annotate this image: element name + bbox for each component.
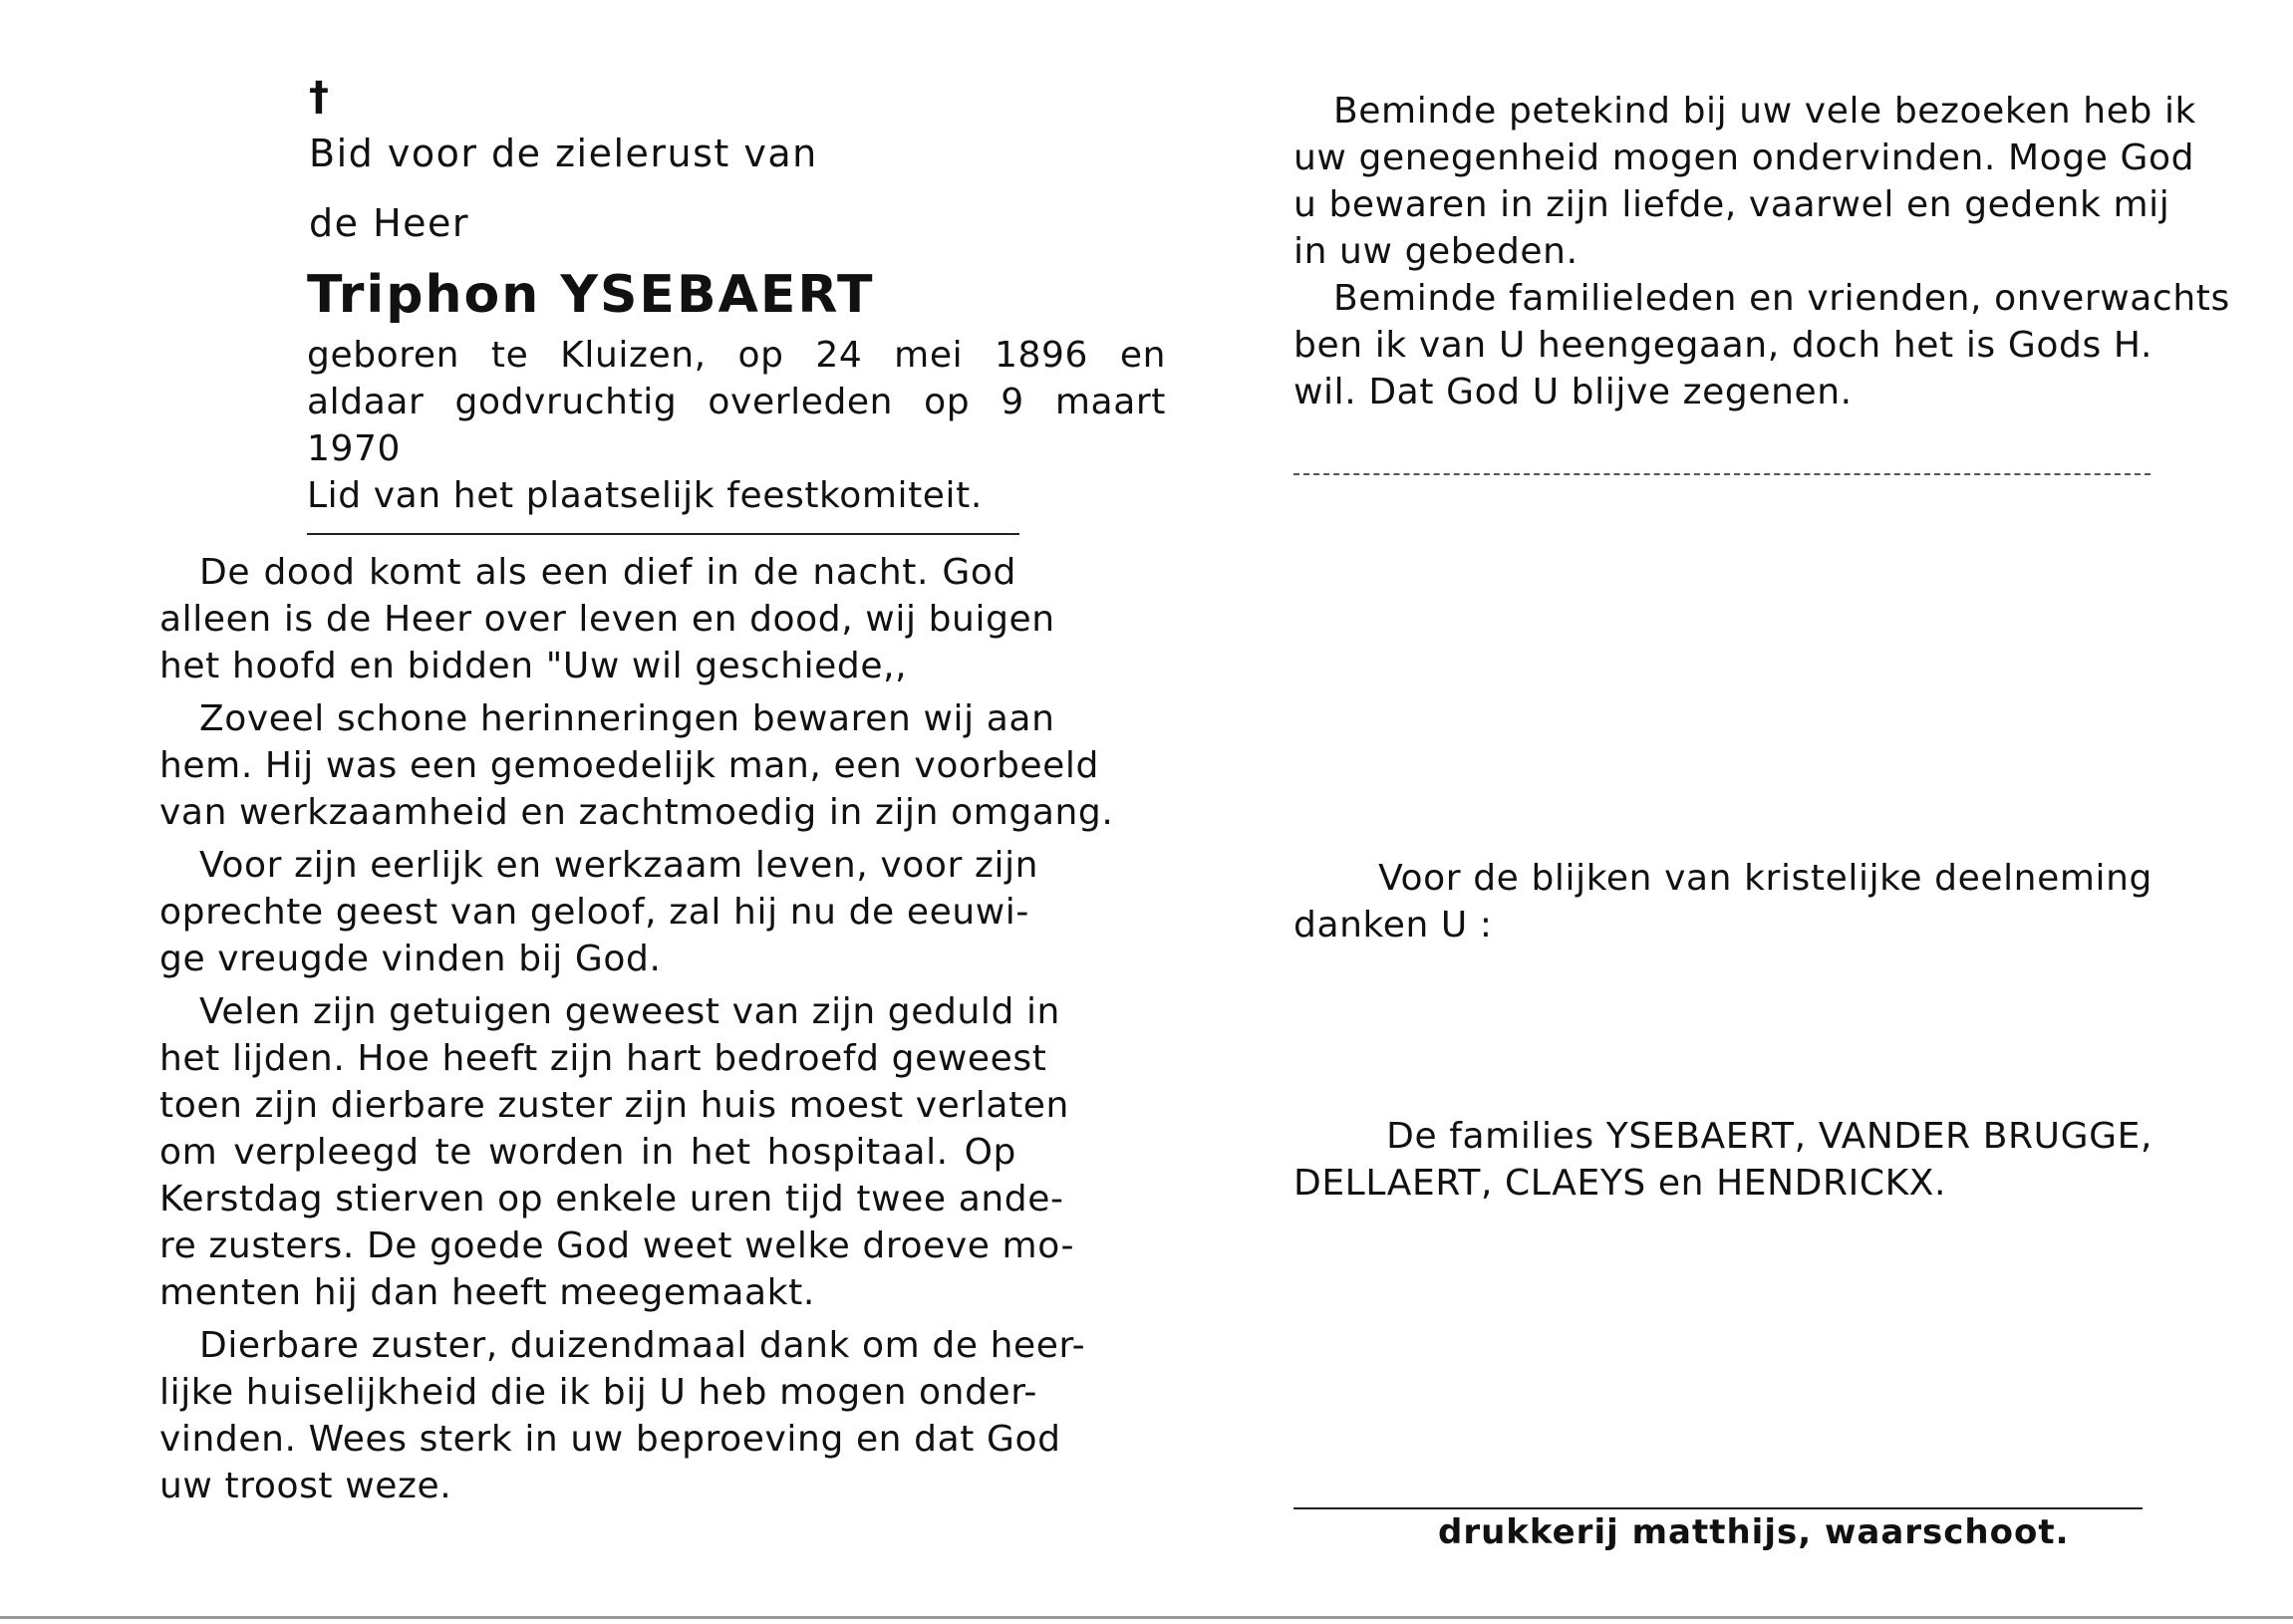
text-line: vinden. Wees sterk in uw beproeving en dat God bbox=[159, 1419, 1061, 1460]
text-line: Velen zijn getuigen geweest van zijn geduld in bbox=[199, 991, 1060, 1032]
text-line: uw genegenheid mogen ondervinden. Moge God bbox=[1293, 137, 2195, 178]
biography bbox=[307, 332, 1176, 519]
text-line: u bewaren in zijn liefde, vaarwel en gedenk mij bbox=[1293, 184, 2170, 225]
families-line: De families YSEBAERT, VANDER BRUGGE, bbox=[1386, 1116, 2152, 1157]
text-line: wil. Dat God U blijve zegenen. bbox=[1293, 372, 1853, 412]
text-line: in uw gebeden. bbox=[1293, 231, 1578, 272]
thanks-block bbox=[1293, 855, 2152, 948]
divider bbox=[1293, 473, 2150, 475]
biography-line: 1970 bbox=[307, 428, 402, 469]
honorific: de Heer bbox=[309, 201, 470, 245]
text-line: re zusters. De goede God weet welke droeve mo- bbox=[159, 1225, 1075, 1266]
text-line: Dierbare zuster, duizendmaal dank om de heer- bbox=[199, 1325, 1086, 1366]
text-line: van werkzaamheid en zachtmoedig in zijn omgang. bbox=[159, 792, 1114, 833]
text-line: uw troost weze. bbox=[159, 1466, 452, 1506]
families-line: DELLAERT, CLAEYS en HENDRICKX. bbox=[1293, 1163, 1947, 1204]
text-line: Kerstdag stierven op enkele uren tijd twee ande- bbox=[159, 1179, 1064, 1219]
families-block bbox=[1293, 1113, 2152, 1207]
thanks-line: danken U : bbox=[1293, 905, 1493, 946]
text-line: Voor zijn eerlijk en werkzaam leven, voor zijn bbox=[199, 845, 1039, 886]
thanks-line: Voor de blijken van kristelijke deelneming bbox=[1378, 858, 2152, 899]
deceased-name: Triphon YSEBAERT bbox=[307, 265, 875, 325]
text-line: De dood komt als een dief in de nacht. God bbox=[199, 552, 1016, 593]
text-line: hem. Hij was een gemoedelijk man, een voorbeeld bbox=[159, 745, 1099, 786]
biography-line: aldaar godvruchtig overleden op 9 maart bbox=[307, 382, 1166, 422]
text-paragraph bbox=[159, 988, 1075, 1316]
cross-symbol: † bbox=[309, 74, 329, 120]
text-line: ben ik van U heengegaan, doch het is Gods H. bbox=[1293, 325, 2152, 366]
text-line: lijke huiselijkheid die ik bij U heb mogen onder- bbox=[159, 1372, 1037, 1413]
divider bbox=[307, 533, 1019, 535]
text-line: Beminde familieleden en vrienden, onverwachts bbox=[1333, 278, 2230, 319]
prayer-line: Bid voor de zielerust van bbox=[309, 132, 818, 175]
text-line: toen zijn dierbare zuster zijn huis moest verlaten bbox=[159, 1085, 1069, 1126]
text-line: oprechte geest van geloof, zal hij nu de eeuwi- bbox=[159, 892, 1029, 933]
text-paragraph bbox=[159, 549, 1055, 689]
farewell-paragraph bbox=[1293, 275, 2230, 415]
text-line: het hoofd en bidden "Uw wil geschiede,, bbox=[159, 646, 908, 686]
text-paragraph bbox=[159, 842, 1039, 982]
right-column bbox=[1293, 88, 2230, 475]
biography-line: geboren te Kluizen, op 24 mei 1896 en bbox=[307, 335, 1166, 376]
printer-credit: drukkerij matthijs, waarschoot. bbox=[1438, 1512, 2070, 1552]
text-paragraph bbox=[159, 1322, 1086, 1509]
farewell-paragraph bbox=[1293, 88, 2197, 275]
left-column bbox=[159, 74, 1166, 1509]
text-line: alleen is de Heer over leven en dood, wij buigen bbox=[159, 599, 1055, 640]
text-line: om verpleegd te worden in het hospitaal. Op bbox=[159, 1132, 1016, 1173]
text-line: het lijden. Hoe heeft zijn hart bedroefd geweest bbox=[159, 1038, 1047, 1079]
biography-line: Lid van het plaatselijk feestkomiteit. bbox=[307, 475, 983, 516]
text-line: Beminde petekind bij uw vele bezoeken heb ik bbox=[1333, 91, 2197, 132]
text-line: menten hij dan heeft meegemaakt. bbox=[159, 1272, 815, 1313]
text-line: ge vreugde vinden bij God. bbox=[159, 939, 662, 979]
card-edge bbox=[0, 1616, 2293, 1619]
text-line: Zoveel schone herinneringen bewaren wij aan bbox=[199, 698, 1055, 739]
text-paragraph bbox=[159, 695, 1114, 836]
